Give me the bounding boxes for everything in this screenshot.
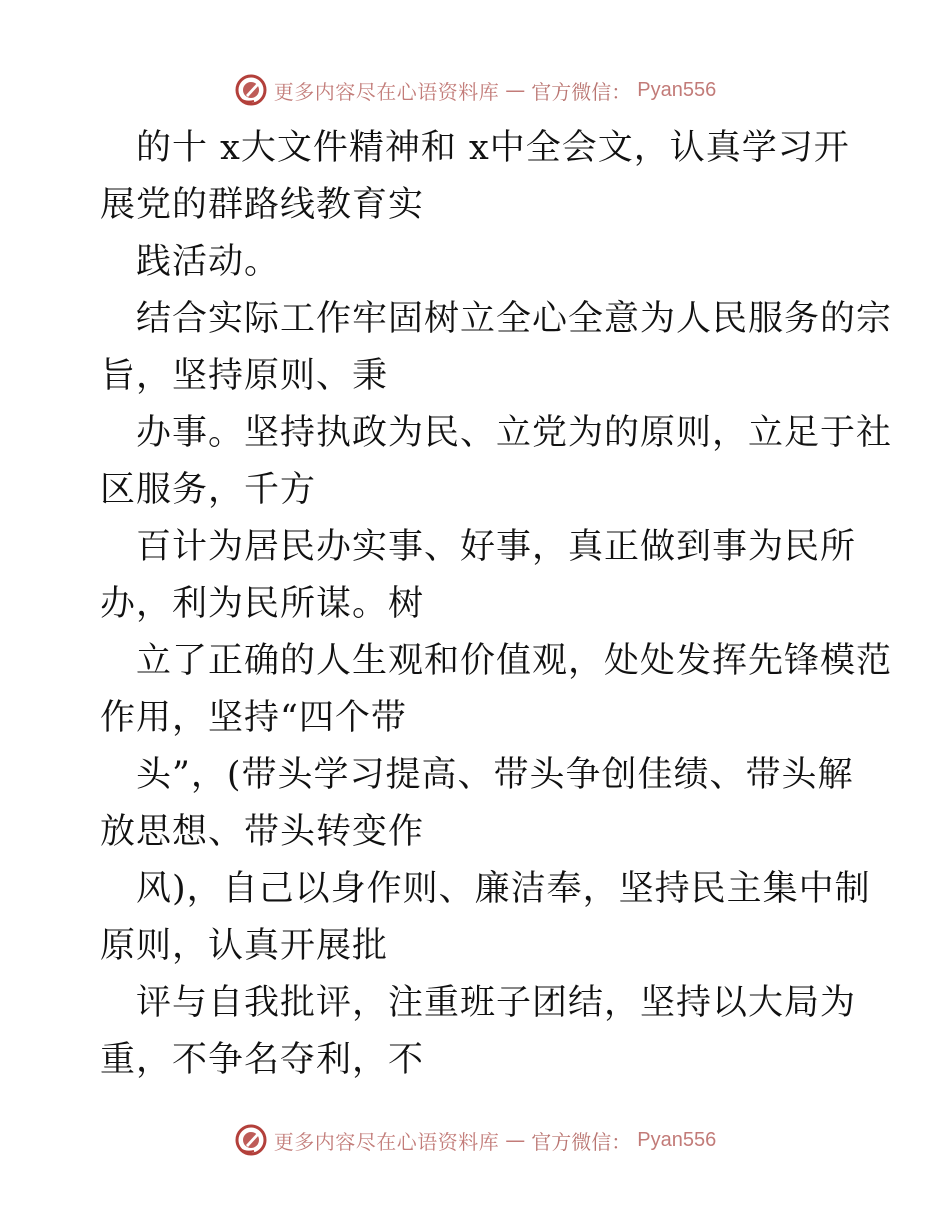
pen-seal-icon bbox=[234, 73, 268, 107]
document-body bbox=[100, 120, 893, 1089]
text-line: 践活动。 bbox=[136, 242, 281, 282]
footer-banner bbox=[0, 1120, 950, 1160]
text-line: 评与自我批评，注重班子团结，坚持以大局为 bbox=[136, 983, 857, 1023]
text-line: 区服务，千方 bbox=[100, 470, 317, 510]
text-line: 办，利为民所谋。树 bbox=[100, 584, 425, 624]
text-line: 放思想、带头转变作 bbox=[100, 812, 425, 852]
banner-text: 更多内容尽在心语资料库 bbox=[273, 79, 500, 104]
text-line: 的十 x大文件精神和 x中全会文，认真学习开 bbox=[136, 128, 850, 168]
banner-wechat-label: 官方微信： bbox=[531, 1129, 632, 1154]
text-line: 头”，(带头学习提高、带头争创佳绩、带头解 bbox=[136, 755, 854, 795]
pen-seal-icon bbox=[234, 1123, 268, 1157]
banner-dash: — bbox=[505, 78, 526, 102]
text-line: 风)，自己以身作则、廉洁奉，坚持民主集中制 bbox=[136, 869, 871, 909]
text-line: 原则，认真开展批 bbox=[100, 926, 389, 966]
banner-wechat-label: 官方微信： bbox=[531, 79, 632, 104]
text-line: 旨，坚持原则、秉 bbox=[100, 356, 389, 396]
text-line: 办事。坚持执政为民、立党为的原则，立足于社 bbox=[136, 413, 893, 453]
header-banner bbox=[0, 70, 950, 110]
banner-wechat-id: Pyan556 bbox=[637, 1128, 717, 1151]
text-line: 重，不争名夺利，不 bbox=[100, 1040, 425, 1080]
text-line: 结合实际工作牢固树立全心全意为人民服务的宗 bbox=[136, 299, 893, 339]
text-line: 作用，坚持“四个带 bbox=[100, 698, 407, 738]
banner-wechat-id: Pyan556 bbox=[637, 78, 717, 101]
text-line: 百计为居民办实事、好事，真正做到事为民所 bbox=[136, 527, 857, 567]
banner-dash: — bbox=[505, 1128, 526, 1152]
text-line: 立了正确的人生观和价值观，处处发挥先锋模范 bbox=[136, 641, 893, 681]
banner-text: 更多内容尽在心语资料库 bbox=[273, 1129, 500, 1154]
text-line: 展党的群路线教育实 bbox=[100, 185, 425, 225]
